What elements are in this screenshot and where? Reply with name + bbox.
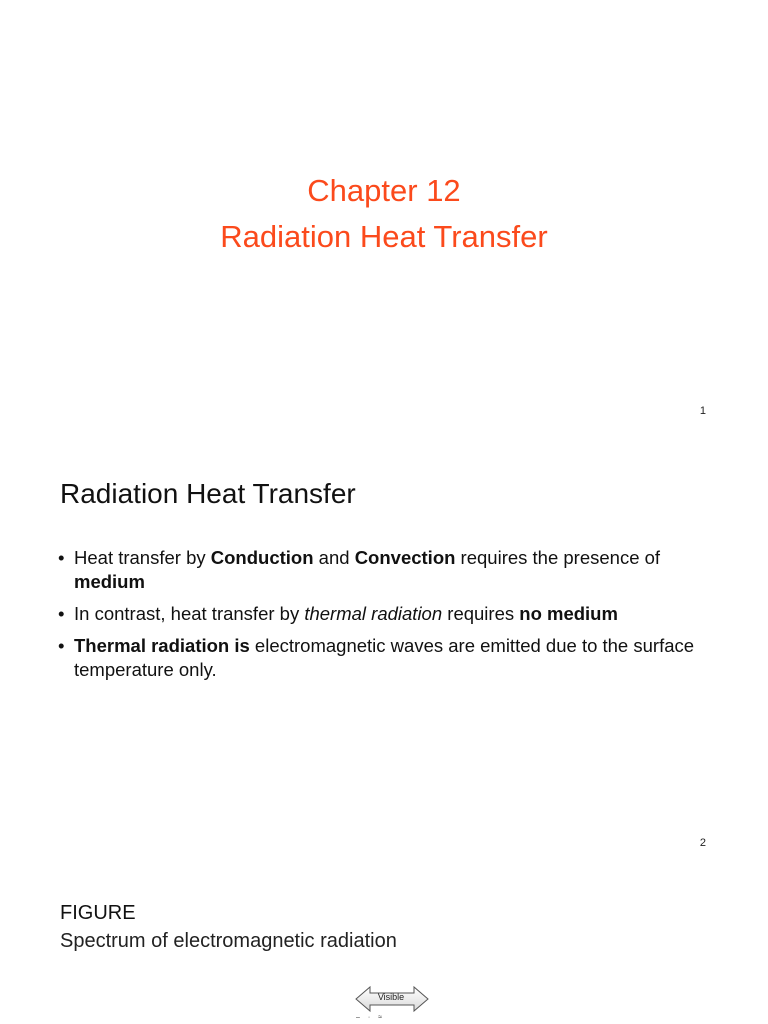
bullet-dot-icon: • — [58, 547, 65, 568]
bullet-bold-text: Convection — [354, 547, 456, 568]
chapter-title-line-2: Radiation Heat Transfer — [220, 219, 548, 254]
page-number: 1 — [699, 405, 706, 417]
bullet-list — [58, 546, 718, 690]
bullet-text: Heat transfer by — [74, 547, 211, 568]
bullet-text: In contrast, heat transfer by — [74, 603, 305, 624]
figure-label: FIGURE — [60, 902, 136, 924]
bullet-bold-text: no medium — [519, 603, 618, 624]
tick-mark: – — [356, 1014, 368, 1021]
visible-label: Visible — [377, 992, 405, 1002]
tick-mark: · — [367, 1014, 379, 1021]
bullet-item — [58, 634, 718, 682]
figure-caption: Spectrum of electromagnetic radiation — [60, 930, 397, 952]
spectrum-tick-marks — [356, 1014, 390, 1021]
bullet-bold-text: Thermal radiation is — [74, 635, 250, 656]
bullet-text: electromagnetic waves are emitted due to the surface temperature only. — [74, 635, 695, 680]
chapter-title-line-1: Chapter 12 — [307, 173, 461, 208]
bullet-text: requires — [442, 603, 520, 624]
slide-3 — [0, 864, 768, 1024]
bullet-italic-text: thermal radiation — [304, 603, 443, 624]
slide-2 — [0, 432, 768, 864]
slide-1 — [0, 0, 768, 432]
bullet-text: and — [313, 547, 355, 568]
page-number: 2 — [699, 837, 706, 849]
tick-mark: ≈ — [378, 1014, 391, 1021]
slide-heading: Radiation Heat Transfer — [60, 478, 356, 509]
bullet-bold-text: Conduction — [210, 547, 314, 568]
bullet-dot-icon: • — [58, 635, 65, 656]
chapter-title — [0, 168, 768, 260]
bullet-text: requires the presence of — [455, 547, 661, 568]
bullet-dot-icon: • — [58, 603, 65, 624]
bullet-item — [58, 602, 718, 626]
bullet-bold-text: medium — [74, 571, 145, 592]
bullet-item — [58, 546, 718, 594]
